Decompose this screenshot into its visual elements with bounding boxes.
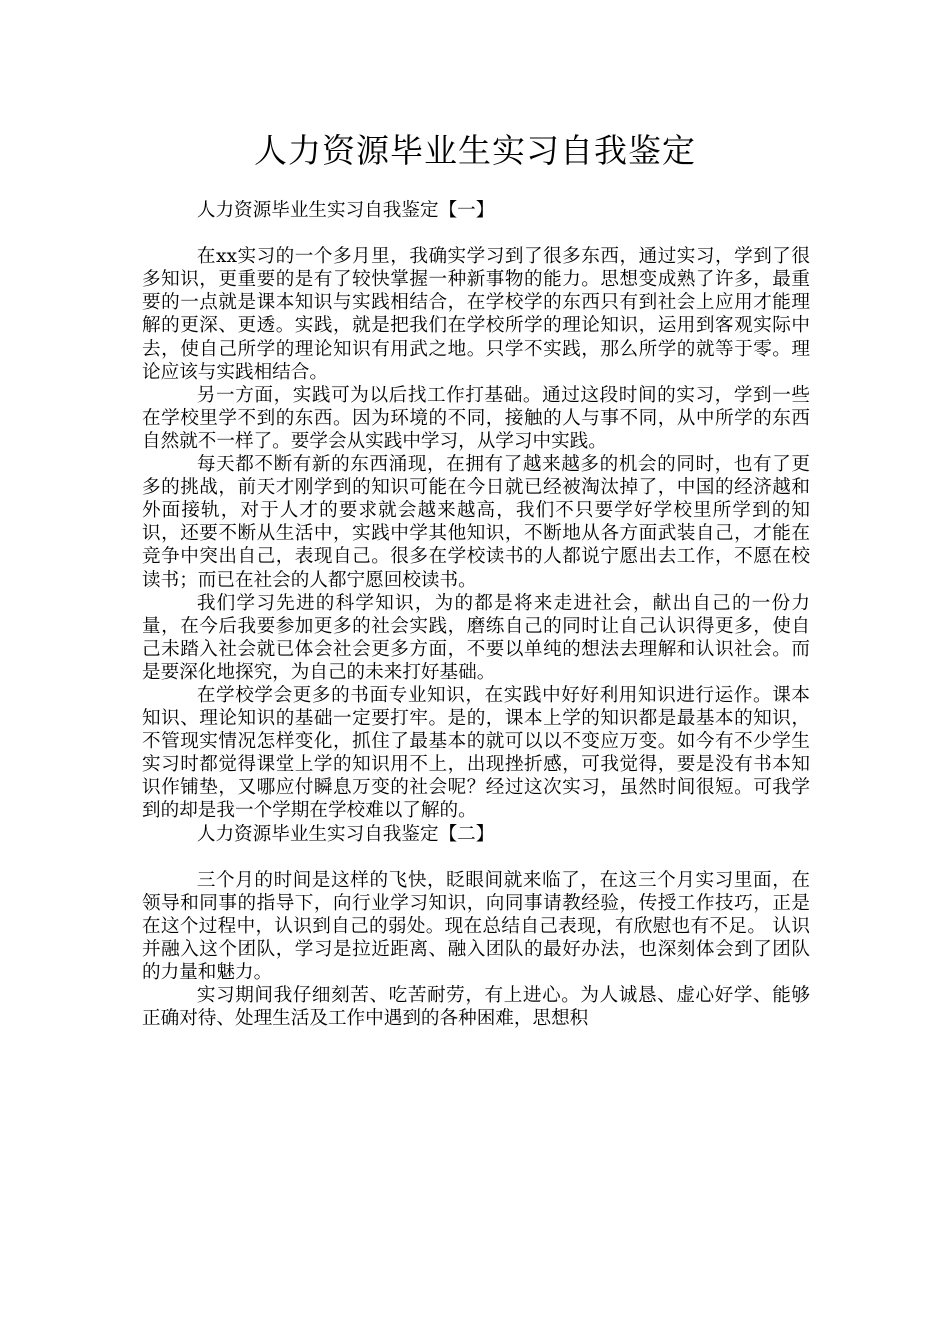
document-body (142, 199, 810, 1030)
document-title: 人力资源毕业生实习自我鉴定 (254, 131, 696, 170)
paragraph: 每天都不断有新的东西涌现，在拥有了越来越多的机会的同时，也有了更多的挑战，前天才刚学到的知识可能在今日就已经被淘汰掉了，中国的经济越和外面接轨，对于人才的要求就会越来越高，我们不只要学好学校里所学到的知识，还要不断从生活中，实践中学其他知识，不断地从各方面武装自己，才能在竞争中突出自己，表现自己。很多在学校读书的人都说宁愿出去工作，不愿在校读书；而已在社会的人都宁愿回校读书。 (142, 454, 810, 591)
paragraph: 在学校学会更多的书面专业知识，在实践中好好利用知识进行运作。课本知识、理论知识的基础一定要打牢。是的，课本上学的知识都是最基本的知识，不管现实情况怎样变化，抓住了最基本的就可以以不变应万变。如今有不少学生实习时都觉得课堂上学的知识用不上，出现挫折感，可我觉得，要是没有书本知识作铺垫，又哪应付瞬息万变的社会呢？经过这次实习，虽然时间很短。可我学到的却是我一个学期在学校难以了解的。 (142, 684, 810, 822)
paragraph: 另一方面，实践可为以后找工作打基础。通过这段时间的实习，学到一些在学校里学不到的东西。因为环境的不同，接触的人与事不同，从中所学的东西自然就不一样了。要学会从实践中学习，从学习中实践。 (142, 384, 810, 452)
section-heading-2: 人力资源毕业生实习自我鉴定【二】 (196, 823, 495, 845)
paragraph: 实习期间我仔细刻苦、吃苦耐劳，有上进心。为人诚恳、虚心好学、能够正确对待、处理生活及工作中遇到的各种困难，思想积 (142, 985, 810, 1030)
paragraph: 在xx实习的一个多月里，我确实学习到了很多东西，通过实习，学到了很多知识，更重要的是有了较快掌握一种新事物的能力。思想变成熟了许多，最重要的一点就是课本知识与实践相结合，在学校学的东西只有到社会上应用才能理解的更深、更透。实践，就是把我们在学校所学的理论知识，运用到客观实际中去，使自己所学的理论知识有用武之地。只学不实践，那么所学的就等于零。理论应该与实践相结合。 (142, 246, 810, 383)
paragraph: 我们学习先进的科学知识，为的都是将来走进社会，献出自己的一份力量，在今后我要参加更多的社会实践，磨练自己的同时让自己认识得更多，使自己未踏入社会就已体会社会更多方面，不要以单纯的想法去理解和认识社会。而是要深化地探究，为自己的未来打好基础。 (142, 592, 810, 683)
section-heading-1: 人力资源毕业生实习自我鉴定【一】 (196, 200, 495, 221)
paragraph: 三个月的时间是这样的飞快，眨眼间就来临了，在这三个月实习里面，在领导和同事的指导下，向行业学习知识，向同事请教经验，传授工作技巧，正是在这个过程中，认识到自己的弱处。现在总结自己表现，有欣慰也有不足。 认识并融入这个团队，学习是拉近距离、融入团队的最好办法，也深刻体会到了团队的力量和魅力。 (142, 869, 810, 984)
